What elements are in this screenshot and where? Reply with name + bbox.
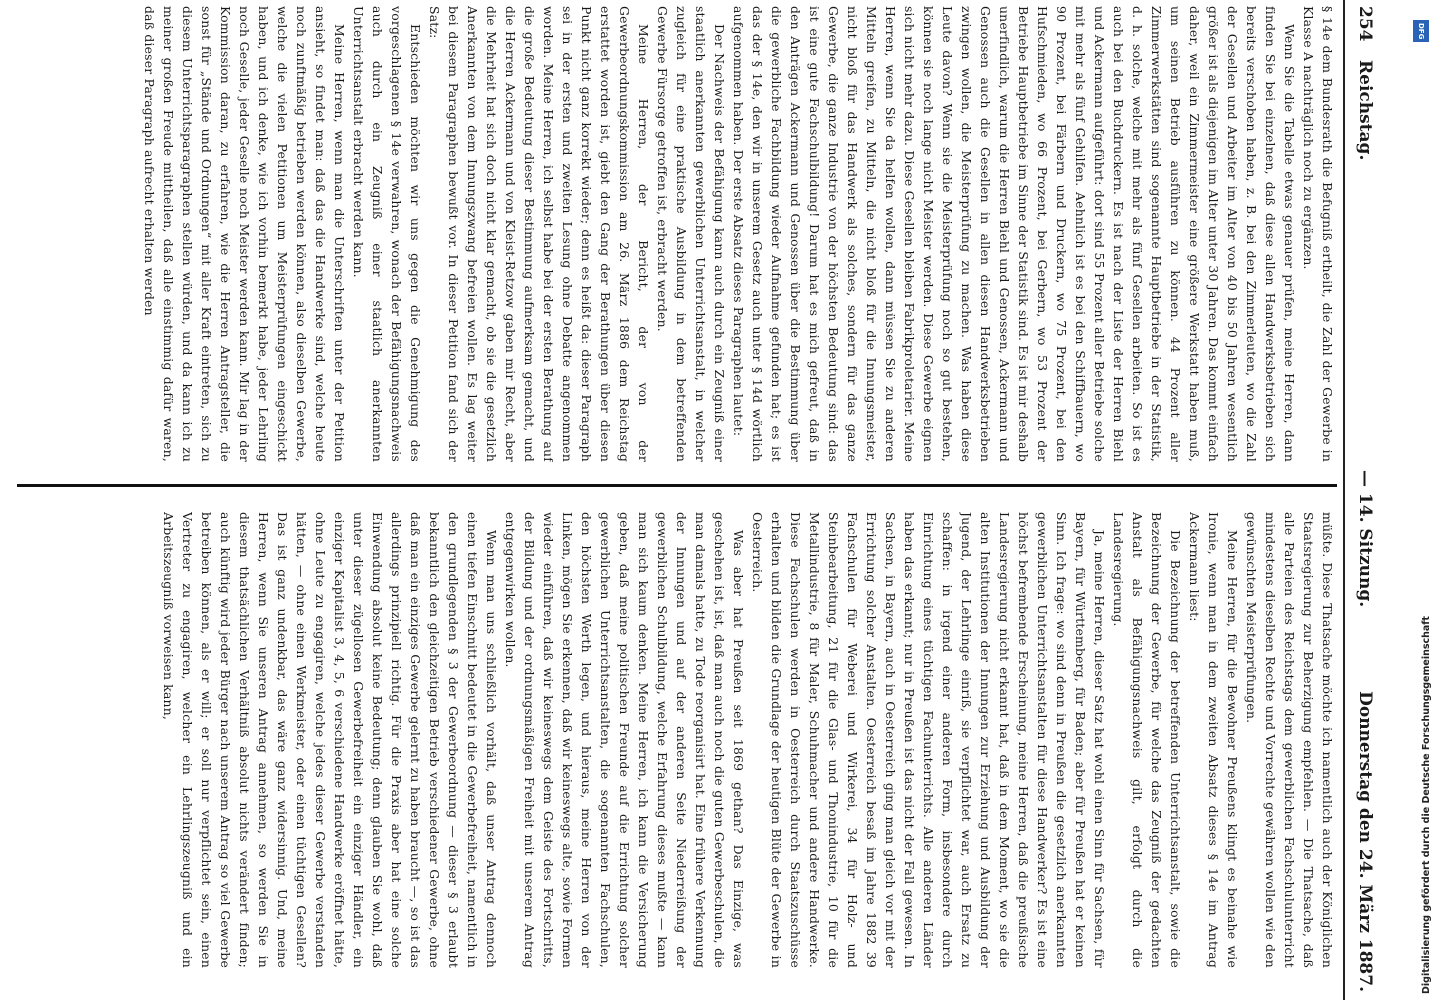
digitization-credit [1385, 0, 1432, 1000]
paragraph: Meine Herren, wenn man die Unterschriften unter der Petition ansieht, so findet man: daß das die Handwerke sind, welche heute noch zunftmäßig betrieben werden können, also dieselben Gewerbe, welche die vielen Petitionen um Meisterprüfungen eingeschickt haben, und ich denke, wie ich vorhin bemerkt habe, jeder Lehrling noch Geselle, jeder Geselle noch Meister werden kann. Mir lag in der Kommission daran, zu erfahren, wie die Herren Antragsteller, die sonst für „Stände und Ordnungen“ mit aller Kraft eintreten, sich zu diesem Unterrichtsparagraphen stellen würden, und da kann ich zu meiner großen Freude mittheilen, daß alle einstimmig dafür waren, daß dieser Paragraph aufrecht erhalten werden [142, 6, 347, 462]
right-text-column [17, 512, 1337, 968]
page-number: 254 [1355, 6, 1375, 42]
dfg-logo: DFG [1413, 20, 1429, 42]
paragraph: müßte. Diese Thatsache möchte ich namentlich auch der Königlichen Staatsregierung zur Beherzigung empfehlen. — Die Thatsache, daß alle Parteien des Reichstags dem gewerblichen Fachschulunterricht mindestens dieselben Rechte und Vorrechte gewähren wollen wie den gewünschten Meisterprüfungen. [1244, 512, 1335, 968]
paragraph: Ja, meine Herren, dieser Satz hat wohl einen Sinn für Sachsen, für Bayern, für Württemberg, für Baden; aber für Preußen hat er keinen Sinn. Ich frage: wo sind denn in Preußen die gesetzlich anerkannten gewerblichen Unterrichtsanstalten für diese Handwerker? Es ist eine höchst befrembende Erscheinung, meine Herren, daß die preußische Landesregierung nicht erkannt hat, daß in dem Moment, wo sie die alten Institutionen der Innungen zur Erziehung und Ausbildung der Jugend, der Lehrlinge einriß, sie verpflichtet war, auch Ersatz zu schaffen: in irgend einer anderen Form, insbesondere durch Einrichtung eines tüchtigen Fachunterrichts. Alle anderen Länder haben das erkannt; nur in Preußen ist das nicht der Fall gewesen. In Sachsen, in Bayern, auch in Oesterreich ging man gleich vor mit der Errichtung solcher Anstalten. Oesterreich besaß im Jahre 1882 39 Fachschulen für Weberei und Wirkerei, 34 für Holz- und Steinbearbeitung, 21 für die Glas- und Thonindustrie, 10 für die Metallindustrie, 8 für Maler, Schuhmacher und andere Handwerke. Diese Fachschulen werden in Oesterreich durch Staatszuschüsse erhalten und bilden die Grundlage der heutigen Blüte der Gewerbe in Oesterreich. [750, 512, 1107, 968]
issue-date: Donnerstag den 24. März 1887. [1355, 691, 1375, 992]
funding-note: Digitalisierung gefördert durch die Deutsche Forschungsgemeinschaft [1421, 616, 1432, 994]
paragraph: Der Nachweis der Befähigung kann auch durch ein Zeugniß einer staatlich anerkannten gewerblichen Unterrichtsanstalt, in welcher zugleich für eine praktische Ausbildung in dem betreffenden Gewerbe Fürsorge getroffen ist, erbracht werden. [655, 6, 727, 462]
paragraph: Entschieden möchten wir uns gegen die Genehmigung des vorgeschlagenen § 14e verwahren, wonach der Befähigungsnachweis auch durch ein Zeugniß einer staatlich anerkannten Unterrichtsanstalt erbracht werden kann. [351, 6, 423, 462]
paragraph: Wenn man uns schließlich vorhält, daß unser Antrag dennoch einen tiefen Einschnitt bedeutet in die Gewerbefreiheit, namentlich in den grundlegenden § 3 der Gewerbeordnung — dieser § 3 erlaubt bekanntlich den gleichzeitigen Betrieb verschiedener Gewerbe, ohne daß man ein einziges Gewerbe gelernt zu haben braucht —, so ist das allerdings prinzipiell richtig. Für die Praxis aber hat eine solche Einwendung absolut keine Bedeutung; denn glauben Sie wohl, daß unter dieser zügellosen Gewerbefreiheit ein einziger Händler, ein einziger Kapitalist 3, 4, 5, 6 verschiedene Handwerke eröffnet hätte, ohne Leute zu engagiren, welche jedes dieser Gewerbe verstanden hätten, — ohne einen Werkmeister, oder einen tüchtigen Gesellen? Das ist ganz undenkbar, das wäre ganz widersinnig. Und, meine Herren, wenn Sie unseren Antrag annehmen, so werden Sie in diesem thatsächlichen Verhältniß absolut nichts verändert finden; auch künftig wird jeder Bürger nach unserem Antrag so viel Gewerbe betreiben können, als er will; er soll nur verpflichtet sein, einen Vertreter zu engagiren, welcher ein Lehrlingszeugniß und ein Arbeitszeugniß vorweisen kann, [161, 512, 499, 968]
paragraph: Was aber hat Preußen seit 1869 gethan? Das Einzige, was geschehen ist, ist, daß man auch noch die guten Gewerbeschulen, die man damals hatte, zu Tode reorganisirt hat. Eine frühere Verkennung der Innungen und auf der anderen Seite Niederreißung der gewerblichen Schulbildung, welche Erfahrung dieses mußte — kann man sich kaum denken. Meine Herren, ich kann die Versicherung geben, daß meine politischen Freunde auf die Errichtung solcher gewerblichen Unterrichtsanstalten, die sogenannten Fachschulen, den höchsten Werth legen, und hieraus, meine Herren von der Linken, mögen Sie erkennen, daß wir keineswegs alte, sowie Formen wieder einführen, daß wir keineswegs dem Geiste des Fortschritts, der Bildung und der ordnungsmäßigen Freiheit mit unserem Antrag entgegenwirken wollen. [503, 512, 746, 968]
paragraph: Meine Herren, der Bericht, der von der Gewerbeordnungskommission am 26. März 1886 dem Reichstag erstattet worden ist, giebt den Gang der Berathungen über diesen Punkt nicht ganz korrekt wieder; denn es heißt da: dieser Paragraph sei in der ersten und zweiten Lesung ohne Debatte angenommen worden. Meine Herren, ich selbst habe bei der ersten Berathung auf die große Bedeutung dieser Bestimmung aufmerksam gemacht, und die Herren Ackermann und von Kleist-Retzow gaben mir Recht, aber die Mehrheit hat sich doch nicht klar gemacht, ob sie die gesetzlich Anerkannten von dem Innungszwang befreien wollen. Es lag weiter bei diesem Paragraphen bewußt vor. In dieser Petition fand sich der Satz: [427, 6, 651, 462]
paragraph: § 14e dem Bundesrath die Befugniß ertheilt, die Zahl der Gewerbe in Klasse A nachträglich noch zu ergänzen. [1301, 6, 1335, 462]
column-rule [17, 484, 1337, 487]
paragraph: Meine Herren, für die Bewohner Preußens klingt es beinahe wie Ironie, wenn man in dem zweiten Absatz dieses § 14e im Antrag Ackermann liest: [1187, 512, 1240, 968]
paragraph: Wenn Sie die Tabelle etwas genauer prüfen, meine Herren, dann finden Sie bei einzelnen, daß diese allen Handwerksbetrieben sich bereits verschoben haben, z. B. bei den Zimmerleuten, wo die Zahl der Gesellen und Arbeiter im Alter von 40 bis 50 Jahren wesentlich größer ist als diejenigen im Alter unter 30 Jahren. Das kommt einfach daher, weil ein Zimmermeister eine größere Werkstatt haben muß, um seinen Betrieb ausführen zu können. 44 Prozent aller Zimmerwerkstätten sind sogenannte Hauptbetriebe in der Statistik, d. h. solche, welche mit mehr als fünf Gesellen arbeiten. So ist es auch bei den Buchdruckern. Es ist nach der Liste der Herren Biehl und Ackermann aufgeführt: dort sind 55 Prozent aller Betriebe solche mit mehr als fünf Gehilfen. Aehnlich ist es bei den Schiffbauern, wo 90 Prozent, bei Färbern und Druckern, wo 75 Prozent, bei den Hufschmieden, wo 66 Prozent, bei Gerbern, wo 53 Prozent der Betriebe Hauptbetriebe im Sinne der Statistik sind. Es ist mir deshalb unerfindlich, warum die Herren Biehl und Genossen, Ackermann und Genossen auch die Gesellen in allen diesen Handwerksbetrieben zwingen wollen, die Meisterprüfung zu machen. Was haben diese Leute davon? Wenn sie die Meisterprüfung noch so gut bestehen, können sie noch lange nicht Meister werden. Diese Gewerbe eignen sich nicht mehr dazu. Diese Gesellen bleiben Fabrikproletarier. Meine Herren, wenn Sie da helfen wollen, dann müssen Sie zu anderen Mitteln greifen, zu Mitteln, die nicht bloß für die Innungsmeister, nicht bloß für das Handwerk als solches, sondern für das ganze Gewerbe, die ganze Industrie von der höchsten Bedeutung sind: das ist eine gute Fachschulbildung! Darum hat es mich gefreut, daß in den Anträgen Ackermann und Genossen über die Bestimmung über die gewerbliche Fachbildung wieder Aufnahme gefunden hat; es ist das der § 14e, den wir in unserem Gesetz auch unter § 14d wörtlich aufgenommen haben. Der erste Absatz dieses Paragraphen lautet: [731, 6, 1297, 462]
session-title: — 14. Sitzung. [1355, 470, 1375, 608]
left-text-column [17, 6, 1337, 462]
section-title: Reichstag. [1355, 60, 1375, 161]
page-header [1343, 0, 1385, 1000]
paragraph: Die Bezeichnung der betreffenden Unterrichtsanstalt, sowie die Bezeichnung der Gewerbe, für welche das Zeugniß der gedachten Anstalt als Befähigungsnachweis gilt, erfolgt durch die Landesregierung. [1111, 512, 1183, 968]
